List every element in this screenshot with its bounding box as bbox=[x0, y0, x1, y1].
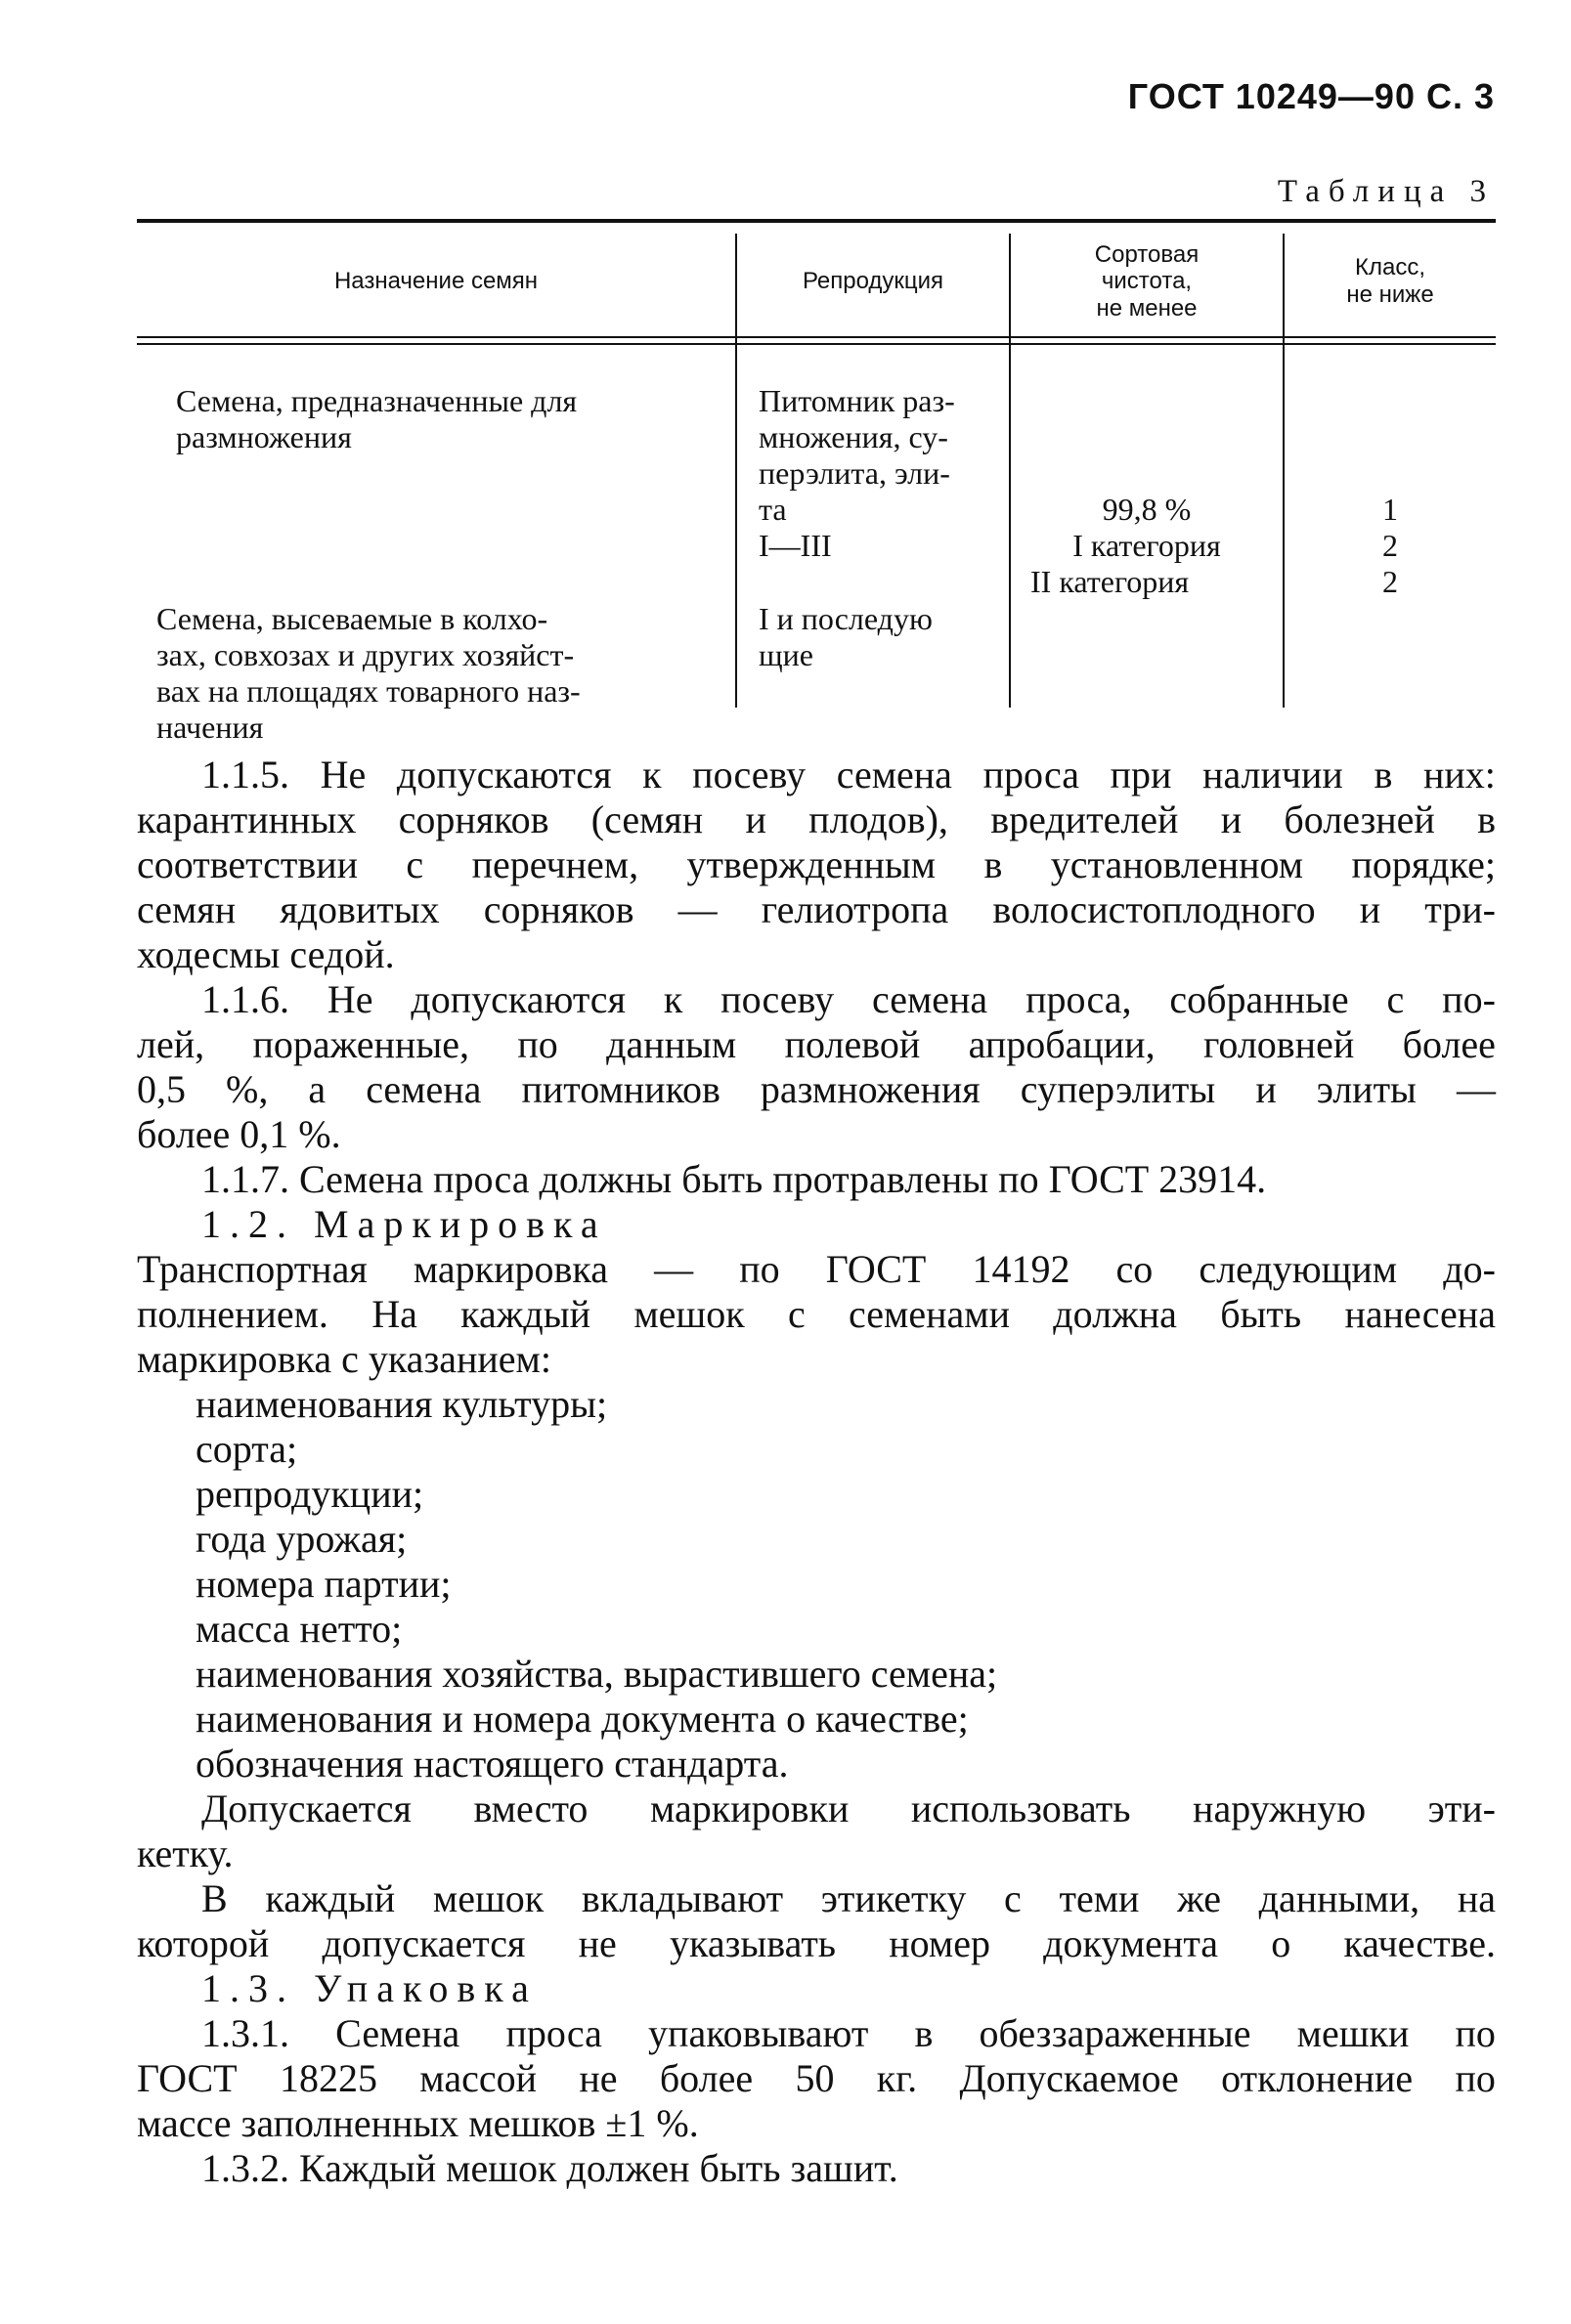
list-item: обозначения настоящего стандарта. bbox=[196, 1742, 789, 1786]
text-line: 1.3.1. Семена проса упаковывают в обеззараженные мешки по bbox=[201, 2011, 1496, 2055]
table-label: Таблица 3 bbox=[1277, 174, 1495, 209]
column-header-reproduction: Репродукция bbox=[802, 268, 944, 295]
text-line: которой допускается не указывать номер документа о качестве. bbox=[137, 1921, 1496, 1965]
text-line: массе заполненных мешков ±1 %. bbox=[137, 2101, 699, 2145]
table-cell-purity: II категория bbox=[1030, 564, 1190, 599]
text-line: кетку. bbox=[137, 1831, 234, 1875]
list-item: наименования хозяйства, вырастившего семена; bbox=[196, 1652, 998, 1696]
table-cell-purpose: Семена, предназначенные для размножения bbox=[176, 383, 578, 454]
text-line: 1.1.5. Не допускаются к посеву семена проса при наличии в них: bbox=[201, 753, 1496, 796]
column-header-class: Класс, не ниже bbox=[1346, 254, 1434, 308]
table-3 bbox=[137, 219, 1496, 745]
text-line: Транспортная маркировка — по ГОСТ 14192 со следующим до- bbox=[137, 1247, 1496, 1291]
section-heading: 1.3. Упаковка bbox=[201, 1966, 538, 2010]
text-line: 0,5 %, а семена питомников размножения суперэлиты и элиты — bbox=[137, 1067, 1496, 1111]
list-item: масса нетто; bbox=[196, 1607, 403, 1651]
text-line: полнением. На каждый мешок с семенами должна быть нанесена bbox=[137, 1292, 1496, 1336]
table-cell-class: 2 bbox=[1382, 564, 1398, 599]
column-header-purity: Сортовая чистота, не менее bbox=[1094, 240, 1200, 322]
text-line: 1.1.7. Семена проса должны быть протравлены по ГОСТ 23914. bbox=[201, 1157, 1267, 1201]
table-cell-class: 1 2 bbox=[1382, 492, 1398, 563]
list-item: сорта; bbox=[196, 1427, 298, 1471]
list-item: наименования культуры; bbox=[196, 1382, 608, 1426]
text-line: 1.3.2. Каждый мешок должен быть зашит. bbox=[201, 2146, 898, 2190]
text-line: Допускается вместо маркировки использовать наружную эти- bbox=[201, 1786, 1496, 1830]
text-line: В каждый мешок вкладывают этикетку с теми же данными, на bbox=[201, 1876, 1496, 1920]
list-item: года урожая; bbox=[196, 1517, 408, 1561]
table-cell-purity: 99,8 % I категория bbox=[1072, 492, 1221, 563]
list-item: репродукции; bbox=[196, 1472, 424, 1516]
text-line: соответствии с перечнем, утвержденным в установленном порядке; bbox=[137, 842, 1496, 886]
text-line: более 0,1 %. bbox=[137, 1112, 341, 1156]
text-line: семян ядовитых сорняков — гелиотропа волосистоплодного и три- bbox=[137, 887, 1496, 931]
table-top-rule bbox=[137, 219, 1496, 223]
section-heading: 1.2. Маркировка bbox=[201, 1202, 607, 1246]
body-text bbox=[137, 753, 1496, 2191]
text-line: ГОСТ 18225 массой не более 50 кг. Допускаемое отклонение по bbox=[137, 2056, 1496, 2100]
text-line: 1.1.6. Не допускаются к посеву семена проса, собранные с по- bbox=[201, 977, 1496, 1021]
header-rule bbox=[137, 336, 1496, 338]
text-line: лей, пораженные, по данным полевой апробации, головней более bbox=[137, 1022, 1496, 1066]
page-header: ГОСТ 10249—90 С. 3 bbox=[1127, 76, 1495, 116]
table-cell-reproduction: Питомник раз- множения, су- перэлита, эли- та I—III bbox=[759, 383, 955, 563]
column-header-purpose: Назначение семян bbox=[333, 268, 539, 295]
text-line: маркировка с указанием: bbox=[137, 1337, 551, 1381]
text-line: ходесмы седой. bbox=[137, 932, 395, 976]
table-cell-purpose: Семена, высеваемые в колхо- зах, совхозах и других хозяйст- вах на площадях товарного наз- начения bbox=[156, 601, 581, 745]
header-rule-double bbox=[137, 343, 1496, 345]
text-line: карантинных сорняков (семян и плодов), вредителей и болезней в bbox=[137, 797, 1496, 841]
list-item: номера партии; bbox=[196, 1562, 452, 1606]
list-item: наименования и номера документа о качестве; bbox=[196, 1697, 969, 1741]
table-cell-reproduction: I и последую щие bbox=[759, 601, 933, 672]
